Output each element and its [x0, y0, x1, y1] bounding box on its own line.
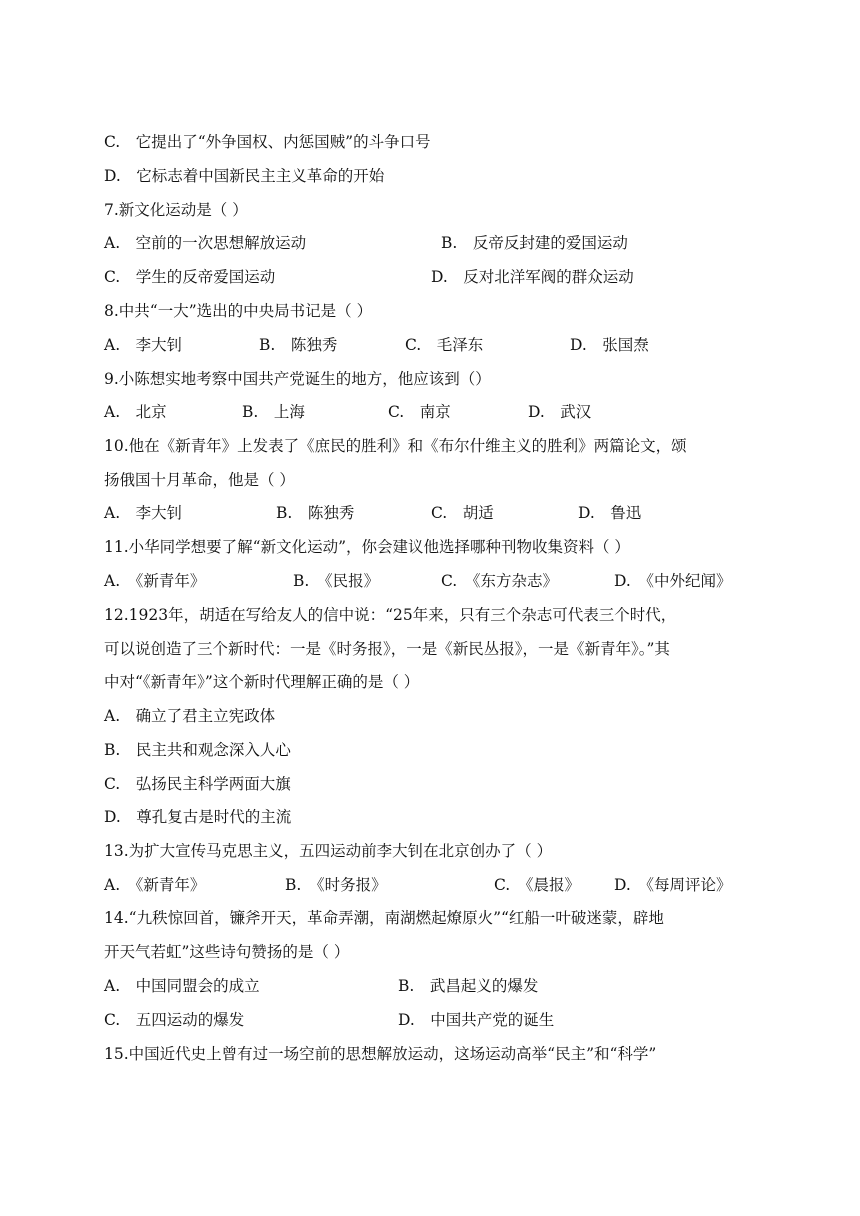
- q7-option-d: D. 反对北洋军阀的群众运动: [431, 268, 634, 286]
- q13-option-d: D. 《每周评论》: [614, 876, 732, 894]
- q15-stem-line-1: 15.中国近代史上曾有过一场空前的思想解放运动，这场运动高举“民主”和“科学”: [104, 1045, 657, 1063]
- q8-option-c: C. 毛泽东: [405, 336, 484, 354]
- q12-option-d: D. 尊孔复古是时代的主流: [104, 808, 292, 826]
- q13-option-c: C. 《晨报》: [494, 876, 580, 894]
- q6-option-d: D. 它标志着中国新民主主义革命的开始: [104, 167, 385, 185]
- q13-stem: 13.为扩大宣传马克思主义，五四运动前李大钊在北京创办了（ ）: [104, 842, 553, 860]
- q11-stem: 11.小华同学想要了解“新文化运动”，你会建议他选择哪种刊物收集资料（ ）: [104, 538, 630, 556]
- q14-option-c: C. 五四运动的爆发: [104, 1011, 245, 1029]
- q10-option-a: A. 李大钊: [104, 504, 183, 522]
- q10-option-c: C. 胡适: [431, 504, 494, 522]
- q10-option-b: B. 陈独秀: [276, 504, 355, 522]
- q11-option-b: B. 《民报》: [293, 572, 380, 590]
- q9-option-c: C. 南京: [388, 403, 451, 421]
- q8-option-a: A. 李大钊: [104, 336, 183, 354]
- q10-stem-line-2: 扬俄国十月革命，他是（ ）: [104, 471, 295, 489]
- q8-stem: 8.中共“一大”选出的中央局书记是（ ）: [104, 302, 373, 320]
- q7-option-a: A. 空前的一次思想解放运动: [104, 234, 307, 252]
- q9-option-a: A. 北京: [104, 403, 167, 421]
- q7-option-c: C. 学生的反帝爱国运动: [104, 268, 276, 286]
- q14-option-b: B. 武昌起义的爆发: [398, 977, 539, 995]
- q12-option-b: B. 民主共和观念深入人心: [104, 741, 291, 759]
- q7-option-b: B. 反帝反封建的爱国运动: [441, 234, 628, 252]
- q14-option-a: A. 中国同盟会的成立: [104, 977, 260, 995]
- q8-option-b: B. 陈独秀: [259, 336, 338, 354]
- q11-option-c: C. 《东方杂志》: [441, 572, 558, 590]
- q10-stem-line-1: 10.他在《新青年》上发表了《庶民的胜利》和《布尔什维主义的胜利》两篇论文，颂: [104, 437, 687, 455]
- q6-option-c: C. 它提出了“外争国权、内惩国贼”的斗争口号: [104, 133, 431, 151]
- q13-option-a: A. 《新青年》: [104, 876, 206, 894]
- q8-option-d: D. 张国焘: [570, 336, 649, 354]
- q7-stem: 7.新文化运动是（ ）: [104, 201, 248, 219]
- q14-option-d: D. 中国共产党的诞生: [398, 1011, 555, 1029]
- q12-option-a: A. 确立了君主立宪政体: [104, 707, 276, 725]
- q10-option-d: D. 鲁迅: [578, 504, 642, 522]
- q9-option-b: B. 上海: [242, 403, 305, 421]
- q13-option-b: B. 《时务报》: [285, 876, 387, 894]
- q12-stem-line-3: 中对“《新青年》”这个新时代理解正确的是（ ）: [104, 673, 420, 691]
- q11-option-d: D. 《中外纪闻》: [614, 572, 732, 590]
- q11-option-a: A. 《新青年》: [104, 572, 206, 590]
- q12-option-c: C. 弘扬民主科学两面大旗: [104, 775, 291, 793]
- q14-stem-line-2: 开天气若虹”这些诗句赞扬的是（ ）: [104, 943, 350, 961]
- q12-stem-line-2: 可以说创造了三个新时代：一是《时务报》，一是《新民丛报》，一是《新青年》。”其: [104, 640, 670, 658]
- q14-stem-line-1: 14.“九秩惊回首，镰斧开天，革命弄潮，南湖燃起燎原火”“红船一叶破迷蒙，辟地: [104, 909, 664, 927]
- q12-stem-line-1: 12.1923年，胡适在写给友人的信中说：“25年来，只有三个杂志可代表三个时代，: [104, 606, 677, 624]
- q9-option-d: D. 武汉: [528, 403, 592, 421]
- q9-stem: 9.小陈想实地考察中国共产党诞生的地方，他应该到（）: [104, 370, 491, 388]
